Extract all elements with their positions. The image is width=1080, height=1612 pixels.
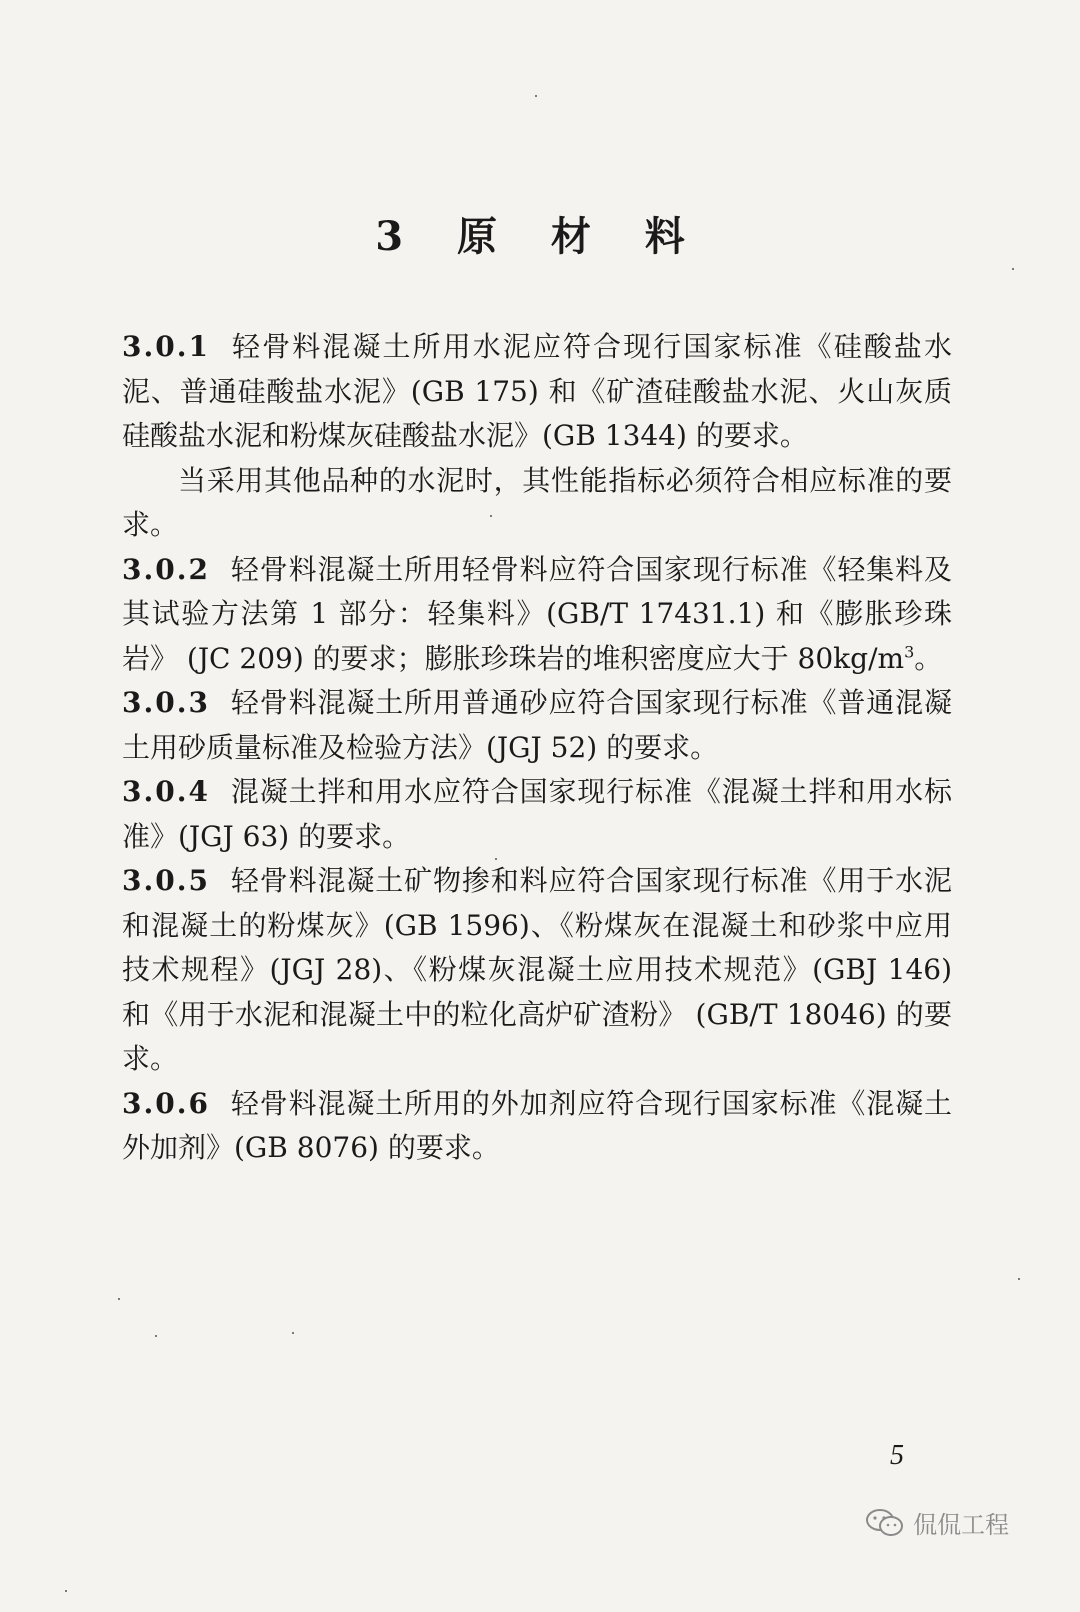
clause-3-0-4	[122, 770, 952, 859]
scan-speck	[118, 1298, 120, 1300]
page-number: 5	[890, 1440, 904, 1471]
clause-number: 3.0.4	[122, 775, 210, 808]
clause-text: 轻骨料混凝土所用水泥应符合现行国家标准《硅酸盐水泥、普通硅酸盐水泥》(GB 175) 和《矿渣硅酸盐水泥、火山灰质硅酸盐水泥和粉煤灰硅酸盐水泥》(GB 1344) 的要求。	[122, 330, 952, 452]
scan-speck	[292, 1332, 294, 1334]
clause-3-0-1	[122, 325, 952, 459]
scan-speck	[1012, 268, 1014, 270]
clause-tail: 。	[914, 641, 943, 675]
clause-number: 3.0.2	[122, 552, 210, 586]
clause-number: 3.0.5	[122, 864, 210, 897]
chapter-title: 3 原 材 料	[375, 213, 705, 260]
clause-text: 轻骨料混凝土矿物掺和料应符合国家现行标准《用于水泥和混凝土的粉煤灰》(GB 1596)、《粉煤灰在混凝土和砂浆中应用技术规程》(JGJ 28)、《粉煤灰混凝土应用技术规范》(GBJ 146) 和《用于水泥和混凝土中的粒化高炉矿渣粉》 (GB/T 18046) 的要求。	[122, 864, 952, 1075]
scan-speck	[535, 95, 537, 97]
clause-number: 3.0.6	[122, 1086, 210, 1120]
unit-superscript: 3	[904, 642, 915, 662]
scan-speck	[495, 858, 497, 860]
wechat-icon	[865, 1508, 905, 1538]
clause-3-0-1-note: 当采用其他品种的水泥时，其性能指标必须符合相应标准的要求。	[122, 463, 952, 541]
clause-number: 3.0.1	[122, 330, 210, 363]
clause-3-0-5	[122, 859, 952, 1082]
scan-speck	[65, 1590, 67, 1592]
clause-3-0-3	[122, 681, 952, 770]
clause-text: 轻骨料混凝土所用轻骨料应符合国家现行标准《轻集料及其试验方法第 1 部分：轻集料》(GB/T 17431.1) 和《膨胀珍珠岩》 (JC 209) 的要求；膨胀珍珠岩的堆积密度应大于 80kg/m	[122, 552, 952, 675]
scan-speck	[155, 1335, 157, 1337]
clause-text: 轻骨料混凝土所用的外加剂应符合现行国家标准《混凝土外加剂》(GB 8076) 的要求。	[122, 1086, 952, 1164]
watermark-text: 侃侃工程	[913, 1511, 1009, 1539]
clause-text: 混凝土拌和用水应符合国家现行标准《混凝土拌和用水标准》(JGJ 63) 的要求。	[122, 775, 952, 853]
clause-3-0-6	[122, 1082, 952, 1171]
clause-text: 轻骨料混凝土所用普通砂应符合国家现行标准《普通混凝土用砂质量标准及检验方法》(JGJ 52) 的要求。	[122, 686, 952, 764]
clause-list	[122, 325, 952, 1171]
clause-number: 3.0.3	[122, 686, 210, 719]
watermark	[865, 1505, 1009, 1540]
scan-speck	[1018, 1278, 1020, 1280]
scan-speck	[490, 515, 492, 517]
clause-3-0-2	[122, 548, 952, 682]
